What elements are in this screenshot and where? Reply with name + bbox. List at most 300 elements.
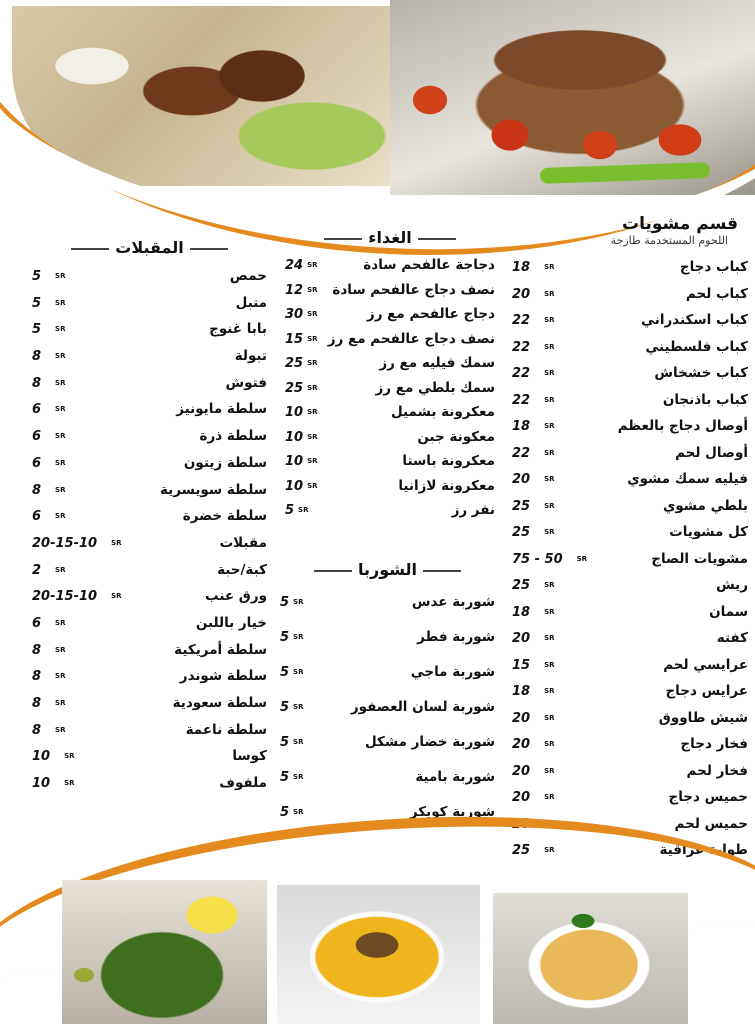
menu-item	[280, 655, 495, 690]
menu-item-name: نصف دجاج عالفحم مع رز	[327, 330, 495, 347]
price-value: 12	[285, 282, 304, 298]
price-value: 10	[285, 404, 304, 420]
currency-label: SR	[544, 316, 555, 324]
menu-item-price	[280, 760, 303, 795]
price-value: 5	[285, 502, 295, 518]
price-value: 30	[285, 306, 304, 322]
price-value: 5	[280, 595, 290, 610]
menu-item-name: حميس لحم	[674, 815, 748, 832]
menu-item-price	[512, 705, 555, 732]
soup-section	[280, 560, 495, 830]
price-value: 6	[32, 509, 42, 525]
price-value: 24	[285, 257, 304, 273]
currency-label: SR	[55, 458, 66, 467]
lunch-section-title	[285, 228, 495, 247]
menu-item-price	[512, 254, 555, 281]
price-value: 5	[32, 295, 42, 311]
menu-item-price	[512, 572, 555, 599]
menu-item-name: كبة/حبة	[217, 561, 267, 578]
menu-item	[512, 307, 748, 334]
menu-item	[512, 731, 748, 758]
price-value: 20	[512, 286, 531, 302]
menu-item-name: متبل	[235, 294, 267, 311]
price-value: 20-15-10	[32, 535, 98, 551]
menu-item	[512, 758, 748, 785]
currency-label: SR	[293, 633, 304, 641]
menu-item	[285, 302, 495, 327]
menu-item	[32, 396, 267, 423]
menu-item	[32, 717, 267, 744]
currency-label: SR	[544, 289, 555, 298]
currency-label: SR	[64, 752, 75, 761]
currency-label: SR	[55, 405, 66, 414]
menu-item-price	[32, 663, 65, 691]
currency-label: SR	[544, 448, 555, 457]
menu-item	[32, 690, 267, 717]
menu-item-price	[32, 503, 65, 531]
currency-label: SR	[544, 819, 555, 828]
menu-item-name: شوربة ماجي	[410, 664, 495, 680]
currency-label: SR	[298, 506, 309, 514]
menu-item-name: أوصال دجاج بالعظم	[617, 418, 748, 434]
menu-item	[512, 466, 748, 493]
currency-label: SR	[307, 310, 318, 318]
menu-item-name: عرايسي لحم	[663, 656, 748, 673]
menu-item	[512, 678, 748, 705]
menu-item-price	[32, 610, 65, 638]
menu-item-price	[32, 743, 75, 771]
menu-item-name: كل مشويات	[669, 524, 748, 540]
lentil-soup-photo	[277, 885, 480, 1024]
menu-item	[32, 263, 267, 290]
currency-label: SR	[55, 272, 66, 280]
menu-item-price	[32, 717, 65, 745]
price-value: 20	[512, 710, 531, 726]
menu-item-name: نصف دجاج عالفحم سادة	[332, 281, 495, 298]
menu-item-name: شوربة بامية	[415, 769, 495, 785]
price-value: 5	[32, 268, 42, 284]
menu-item	[280, 725, 495, 760]
menu-item-price	[32, 583, 122, 611]
menu-item	[285, 351, 495, 376]
price-value: 8	[32, 642, 42, 658]
menu-item	[32, 343, 267, 370]
currency-label: SR	[293, 738, 304, 746]
price-value: 2	[32, 562, 42, 578]
currency-label: SR	[544, 713, 555, 722]
menu-item	[32, 770, 267, 797]
currency-label: SR	[544, 793, 555, 801]
menu-item	[512, 493, 748, 520]
menu-item	[280, 690, 495, 725]
price-value: 22	[512, 365, 531, 381]
menu-item	[32, 743, 267, 770]
menu-item-price	[32, 263, 65, 291]
menu-item-price	[32, 690, 65, 718]
currency-label: SR	[293, 703, 304, 711]
menu-item	[512, 440, 748, 467]
menu-item-name: سلطة ذرة	[199, 428, 267, 445]
currency-label: SR	[55, 645, 66, 654]
menu-item-price	[32, 370, 65, 398]
menu-item	[285, 449, 495, 474]
price-value: 22	[512, 312, 531, 328]
menu-item-price	[32, 290, 65, 318]
menu-item-name: كباب فلسطيني	[645, 338, 748, 355]
currency-label: SR	[307, 359, 318, 367]
currency-label: SR	[544, 581, 555, 589]
currency-label: SR	[307, 481, 318, 490]
currency-label: SR	[307, 432, 318, 441]
appetizers-title-text: المقبلات	[115, 238, 184, 257]
menu-item-name: فيليه سمك مشوي	[627, 471, 748, 487]
menu-item-price	[32, 423, 65, 451]
menu-item-name: سمك فيليه مع رز	[379, 355, 495, 371]
menu-item-name: فخار دجاج	[680, 736, 748, 752]
menu-item	[285, 474, 495, 499]
currency-label: SR	[307, 334, 318, 343]
price-value: 8	[32, 482, 42, 498]
title-dash	[423, 570, 461, 572]
currency-label: SR	[544, 846, 555, 854]
menu-item-name: معكرونة لازانيا	[398, 477, 495, 494]
currency-label: SR	[307, 285, 318, 294]
currency-label: SR	[544, 766, 555, 775]
menu-item-name: سلطة ناعمة	[185, 721, 267, 738]
price-value: 8	[32, 695, 42, 711]
price-value: 20	[512, 736, 531, 752]
menu-item-price	[32, 770, 75, 798]
menu-item-name: شيش طاووق	[658, 709, 748, 726]
grill-section-subtitle: اللحوم المستخدمة طازجة	[610, 234, 728, 247]
menu-item-price	[285, 253, 318, 278]
menu-item-price	[285, 449, 318, 474]
menu-item-price	[512, 466, 555, 493]
menu-item	[512, 334, 748, 361]
price-value: 22	[512, 392, 531, 408]
price-value: 25	[512, 842, 531, 858]
menu-item-price	[280, 725, 303, 760]
price-value: 10	[285, 478, 304, 494]
menu-item-name: ملفوف	[219, 775, 267, 792]
lunch-title-text: الغداء	[368, 228, 412, 247]
menu-item-name: سلطة سعودية	[172, 695, 267, 711]
menu-item	[512, 546, 748, 573]
currency-label: SR	[111, 592, 122, 601]
menu-item-name: سلطة أمريكية	[174, 641, 267, 658]
menu-item-name: بابا غنوج	[209, 321, 267, 338]
menu-item-name: حمص	[229, 268, 267, 284]
menu-item-price	[512, 678, 555, 705]
price-value: 18	[512, 418, 531, 434]
currency-label: SR	[544, 607, 555, 616]
menu-item-name: سمان	[709, 603, 748, 620]
price-value: 25	[285, 380, 304, 396]
currency-label: SR	[576, 554, 588, 563]
menu-item-price	[280, 585, 303, 620]
price-value: 5	[280, 805, 290, 820]
menu-item-price	[512, 599, 555, 626]
currency-label: SR	[64, 779, 75, 788]
menu-item	[285, 253, 495, 278]
title-dash	[324, 238, 362, 240]
price-value: 10	[32, 775, 51, 791]
menu-item-name: سلطة شوندر	[179, 668, 267, 685]
currency-label: SR	[55, 618, 66, 627]
price-value: 6	[32, 428, 42, 444]
menu-item	[285, 400, 495, 425]
menu-item-name: كوسا	[232, 748, 267, 765]
menu-item	[280, 760, 495, 795]
menu-item	[285, 498, 495, 523]
menu-item-name: سلطة زيتون	[183, 454, 267, 471]
menu-item	[512, 784, 748, 811]
menu-item-price	[285, 327, 318, 352]
currency-label: SR	[544, 740, 555, 748]
currency-label: SR	[307, 383, 318, 392]
menu-item-price	[32, 396, 65, 424]
currency-label: SR	[307, 457, 318, 465]
currency-label: SR	[544, 342, 555, 351]
menu-item-name: تبولة	[234, 348, 267, 365]
price-value: 10	[285, 429, 304, 445]
menu-item-name: سمك بلطي مع رز	[375, 379, 495, 396]
menu-item-name: شوربة لسان العصفور	[350, 699, 495, 715]
menu-item	[512, 254, 748, 281]
menu-item	[512, 413, 748, 440]
price-value: 10	[285, 453, 304, 469]
price-value: 8	[32, 348, 42, 364]
price-value: 5	[280, 770, 290, 785]
price-value: 20	[512, 471, 531, 487]
price-value: 25	[285, 355, 304, 371]
menu-item-name: دجاج عالفحم مع رز	[366, 306, 495, 322]
menu-item-price	[512, 625, 555, 652]
menu-item	[32, 637, 267, 664]
menu-item-price	[280, 655, 303, 690]
currency-label: SR	[307, 261, 318, 269]
menu-item-name: شوربة عدس	[411, 594, 495, 610]
menu-item-price	[512, 493, 555, 520]
menu-item-price	[32, 450, 65, 478]
price-value: 18	[512, 604, 531, 620]
title-dash	[418, 238, 456, 240]
menu-item-price	[512, 413, 555, 440]
menu-item-price	[512, 387, 555, 414]
menu-item-price	[285, 474, 318, 499]
menu-item-price	[512, 784, 555, 811]
menu-item	[512, 599, 748, 626]
menu-item	[280, 585, 495, 620]
currency-label: SR	[544, 501, 555, 510]
menu-item	[512, 625, 748, 652]
menu-item	[512, 705, 748, 732]
menu-item-price	[32, 557, 65, 585]
menu-item-name: كباب خشخاش	[654, 365, 748, 381]
menu-item	[32, 316, 267, 343]
currency-label: SR	[307, 408, 318, 416]
menu-item-name: مشويات الصاج	[651, 550, 748, 567]
menu-item	[32, 530, 267, 557]
menu-item	[512, 360, 748, 387]
appetizers-section-title	[32, 238, 267, 257]
menu-item-name: كباب باذنجان	[662, 391, 748, 408]
price-value: 18	[512, 683, 531, 699]
menu-item-name: كباب دجاج	[679, 259, 748, 275]
currency-label: SR	[55, 565, 66, 574]
menu-item-name: ريش	[716, 577, 748, 593]
menu-item	[32, 663, 267, 690]
menu-item	[32, 370, 267, 397]
grill-section	[512, 214, 748, 864]
menu-item-price	[285, 400, 318, 425]
price-value: 8	[32, 375, 42, 391]
price-value: 5	[280, 700, 290, 715]
menu-item-price	[280, 690, 303, 725]
menu-item-price	[512, 731, 555, 758]
price-value: 75 - 50	[512, 551, 563, 567]
menu-item-name: كباب لحم	[685, 285, 748, 302]
price-value: 25	[512, 498, 531, 514]
currency-label: SR	[55, 325, 66, 334]
menu-item-name: معكرونة باستا	[402, 453, 495, 469]
menu-item	[285, 425, 495, 450]
menu-item-price	[512, 758, 555, 785]
currency-label: SR	[293, 598, 304, 606]
currency-label: SR	[293, 773, 304, 781]
menu-item-price	[512, 360, 555, 387]
menu-item-name: نفر رز	[451, 502, 495, 518]
currency-label: SR	[55, 432, 66, 441]
menu-item	[32, 583, 267, 610]
menu-item	[512, 281, 748, 308]
menu-item-price	[280, 620, 303, 655]
menu-item-price	[512, 307, 555, 334]
currency-label: SR	[293, 668, 304, 676]
menu-item-price	[512, 281, 555, 308]
menu-item	[32, 290, 267, 317]
currency-label: SR	[544, 528, 555, 536]
appetizers-section	[32, 238, 267, 797]
menu-item	[285, 327, 495, 352]
price-value: 25	[512, 524, 531, 540]
tabbouleh-photo	[62, 880, 267, 1024]
title-dash	[71, 248, 109, 250]
price-value: 20	[512, 763, 531, 779]
menu-item-price	[512, 652, 555, 679]
menu-item-name: ورق عنب	[205, 588, 267, 605]
menu-item-price	[512, 334, 555, 361]
price-value: 25	[512, 577, 531, 593]
price-value: 8	[32, 669, 42, 685]
price-value: 22	[512, 339, 531, 355]
menu-item-name: بلطي مشوي	[662, 497, 748, 514]
price-value: 22	[512, 445, 531, 461]
menu-item-name: كفته	[716, 630, 748, 646]
menu-item-name: أوصال لحم	[675, 444, 748, 461]
menu-item-price	[32, 530, 122, 558]
menu-item-name: سلطة سويسرية	[159, 481, 267, 498]
spaghetti-photo	[493, 893, 688, 1024]
menu-item-name: معكونة جبن	[417, 428, 495, 445]
menu-item-price	[285, 498, 308, 523]
price-value: 20	[512, 630, 531, 646]
menu-item-price	[32, 316, 65, 344]
currency-label: SR	[544, 687, 555, 695]
menu-item-price	[512, 546, 587, 573]
currency-label: SR	[111, 538, 122, 547]
menu-item	[285, 278, 495, 303]
menu-item	[512, 387, 748, 414]
menu-item-name: حميس دجاج	[668, 789, 748, 805]
currency-label: SR	[55, 298, 66, 307]
menu-item	[285, 376, 495, 401]
menu-item-name: معكرونة بشميل	[391, 404, 495, 420]
menu-item-price	[32, 637, 65, 665]
menu-item-name: شوربة كويكر	[409, 804, 495, 820]
price-value: 10	[32, 749, 51, 765]
currency-label: SR	[293, 808, 304, 816]
menu-item	[512, 572, 748, 599]
soup-title-text: الشوربا	[357, 560, 418, 579]
top-photo-banner	[0, 0, 755, 215]
price-value: 15	[512, 657, 531, 673]
currency-label: SR	[55, 672, 66, 681]
menu-item	[32, 477, 267, 504]
currency-label: SR	[544, 369, 555, 377]
price-value: 20	[512, 816, 531, 832]
price-value: 6	[32, 455, 42, 471]
price-value: 20	[512, 789, 531, 805]
menu-item	[280, 620, 495, 655]
currency-label: SR	[544, 422, 555, 430]
currency-label: SR	[55, 485, 66, 494]
menu-item	[32, 557, 267, 584]
menu-item-name: شوربة فطر	[417, 629, 495, 645]
menu-item-price	[512, 440, 555, 467]
currency-label: SR	[544, 475, 555, 483]
menu-item	[32, 503, 267, 530]
price-value: 6	[32, 615, 42, 631]
currency-label: SR	[544, 634, 555, 642]
menu-item-name: سلطة مايونيز	[176, 401, 267, 418]
menu-item-price	[32, 477, 65, 505]
menu-item-name: طواية عراقية	[659, 842, 748, 858]
title-dash	[314, 570, 352, 572]
price-value: 6	[32, 402, 42, 418]
menu-item-price	[512, 519, 555, 546]
price-value: 5	[280, 735, 290, 750]
menu-item-name: عرايس دجاج	[665, 683, 748, 699]
menu-item	[32, 450, 267, 477]
price-value: 15	[285, 331, 304, 347]
menu-item-price	[285, 278, 318, 303]
menu-item-price	[32, 343, 65, 371]
currency-label: SR	[55, 699, 66, 707]
title-dash	[190, 248, 228, 250]
menu-item	[512, 519, 748, 546]
lunch-section	[285, 228, 495, 523]
currency-label: SR	[55, 352, 66, 361]
price-value: 20-15-10	[32, 589, 98, 605]
menu-item-name: فخار لحم	[686, 762, 748, 779]
price-value: 5	[280, 630, 290, 645]
menu-item	[32, 610, 267, 637]
menu-item-name: كباب اسكندراني	[641, 312, 748, 328]
menu-item-price	[280, 795, 303, 830]
menu-item-name: خيار باللبن	[195, 614, 267, 631]
soup-section-title	[280, 560, 495, 579]
